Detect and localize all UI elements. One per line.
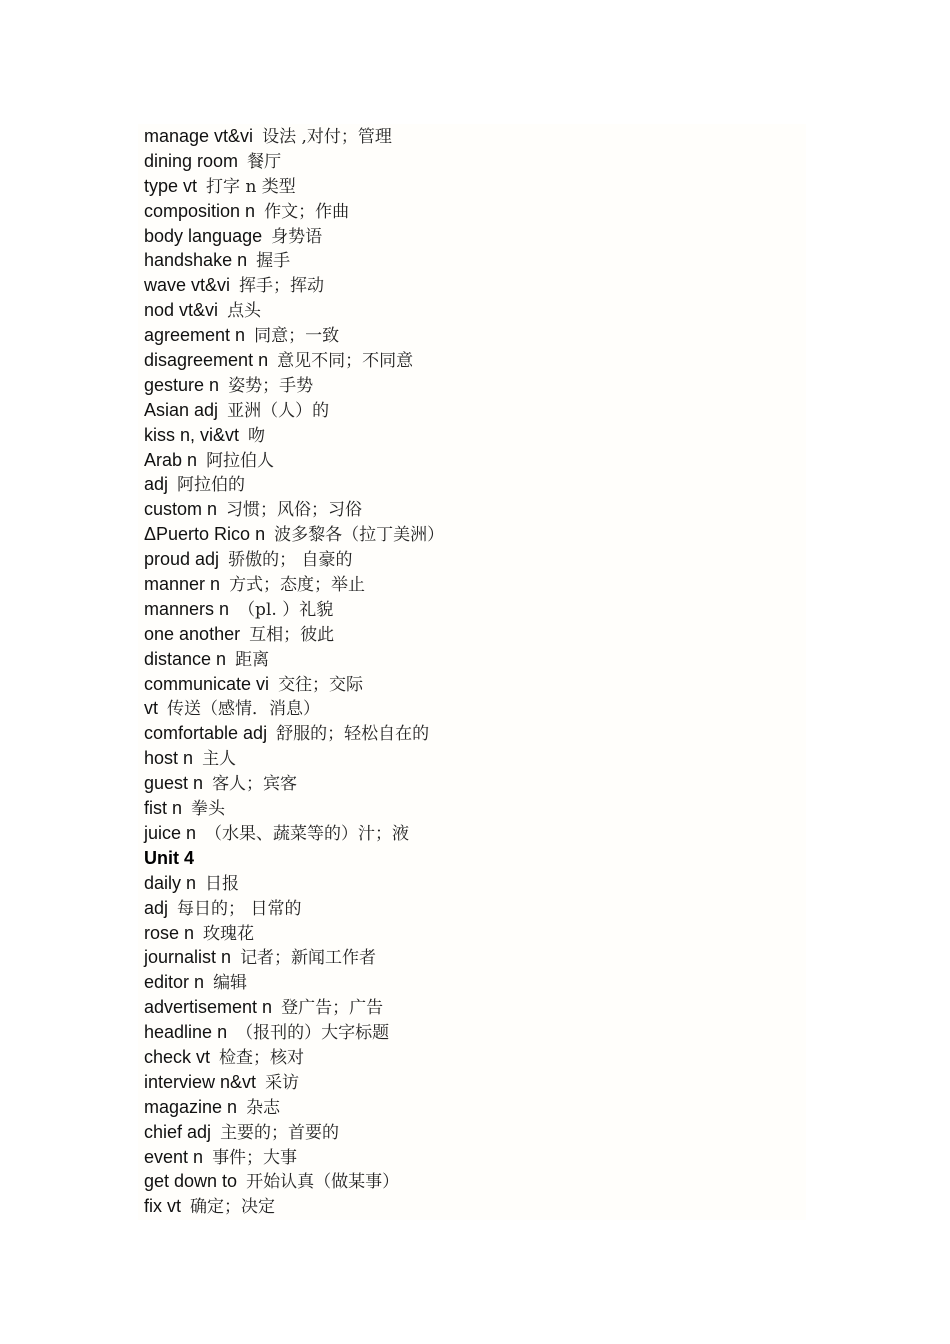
vocab-chinese: 每日的； 日常的 [177,898,302,919]
vocab-english: disagreement n [144,350,269,371]
vocab-row [144,672,794,697]
vocab-row [144,921,794,946]
vocab-chinese: 挥手；挥动 [239,276,325,297]
vocab-chinese: 开始认真（做某事） [246,1172,400,1193]
vocab-row [144,373,794,398]
vocab-english: fist n [144,798,183,819]
vocab-english: agreement n [144,325,246,346]
vocab-english: adj [144,897,169,918]
vocab-english: editor n [144,972,205,993]
vocab-chinese: 打字 n 类型 [206,176,296,197]
vocab-row [144,572,794,597]
vocab-english: advertisement n [144,997,273,1018]
vocab-chinese: 握手 [256,251,291,272]
vocabulary-list [144,124,794,1219]
vocab-chinese: 舒服的；轻松自在的 [276,724,430,745]
vocab-chinese: 点头 [227,301,262,322]
vocab-row [144,945,794,970]
vocab-row [144,298,794,323]
vocab-chinese: 杂志 [246,1097,281,1118]
vocab-english: gesture n [144,374,220,395]
vocab-row [144,149,794,174]
vocab-english: vt [144,698,159,719]
vocab-row [144,273,794,298]
vocab-chinese: 主要的；首要的 [220,1122,340,1143]
vocab-chinese: （报刊的）大字标题 [236,1023,390,1044]
vocab-english: type vt [144,175,198,196]
vocab-chinese: 登广告；广告 [281,998,384,1019]
vocab-chinese: 日报 [205,873,240,894]
vocab-english: check vt [144,1046,211,1067]
vocab-english: headline n [144,1022,228,1043]
vocab-chinese: 身势语 [271,226,323,247]
vocab-row [144,1020,794,1045]
vocab-english: host n [144,748,194,769]
vocab-chinese: 阿拉伯的 [177,475,246,496]
vocab-chinese: 阿拉伯人 [206,450,275,471]
vocab-row [144,547,794,572]
vocab-row [144,1045,794,1070]
vocab-row [144,174,794,199]
vocab-english: daily n [144,872,197,893]
vocab-chinese: 同意；一致 [254,326,340,347]
vocab-english: proud adj [144,549,220,570]
vocab-english: comfortable adj [144,723,268,744]
vocab-english: composition n [144,200,256,221]
vocab-row [144,398,794,423]
vocab-english: distance n [144,648,227,669]
vocab-chinese: 意见不同；不同意 [277,351,414,372]
vocab-row [144,1120,794,1145]
vocab-chinese: 波多黎各（拉丁美洲） [274,525,445,546]
vocab-row [144,522,794,547]
vocab-english: guest n [144,773,204,794]
vocab-row [144,896,794,921]
vocab-english: kiss n, vi&vt [144,424,240,445]
vocab-row [144,622,794,647]
vocab-english: juice n [144,822,197,843]
vocab-chinese: 交往；交际 [278,674,364,695]
vocab-chinese: 事件；大事 [212,1147,298,1168]
vocab-row [144,1169,794,1194]
vocab-chinese: 记者；新闻工作者 [240,948,377,969]
vocab-english: communicate vi [144,673,270,694]
vocab-row [144,423,794,448]
vocab-row [144,970,794,995]
vocab-english: dining room [144,150,239,171]
vocab-row [144,597,794,622]
vocab-english: adj [144,474,169,495]
vocab-row [144,647,794,672]
vocab-row [144,1070,794,1095]
vocab-chinese: 检查；核对 [219,1047,305,1068]
vocab-chinese: 设法 ,对付；管理 [262,127,392,147]
vocab-english: event n [144,1146,204,1167]
vocab-row [144,199,794,224]
vocab-chinese: 拳头 [191,799,226,820]
vocab-english: manners n [144,598,230,619]
vocab-chinese: 作文；作曲 [264,201,350,222]
vocab-english: magazine n [144,1096,238,1117]
vocab-row [144,1145,794,1170]
vocab-row [144,124,794,149]
vocab-english: chief adj [144,1121,212,1142]
vocab-english: manage vt&vi [144,126,254,146]
vocab-english: journalist n [144,947,232,968]
vocab-row [144,721,794,746]
vocab-english: fix vt [144,1196,182,1217]
vocab-chinese: 确定；决定 [190,1197,276,1218]
vocab-chinese: 玫瑰花 [203,923,255,944]
vocab-row [144,821,794,846]
vocab-chinese: 客人；宾客 [212,774,298,795]
vocab-row [144,497,794,522]
vocab-chinese: 吻 [248,425,266,446]
vocab-row [144,248,794,273]
vocab-row [144,448,794,473]
vocab-row [144,472,794,497]
vocab-english: wave vt&vi [144,275,231,296]
vocab-english: Arab n [144,449,198,470]
vocab-english: get down to [144,1171,238,1192]
vocab-chinese: 主人 [202,749,237,770]
unit-heading: Unit 4 [144,847,195,868]
vocab-english: custom n [144,499,218,520]
vocab-english: one another [144,623,241,644]
vocab-chinese: 餐厅 [247,151,282,172]
vocab-english: ΔPuerto Rico n [144,524,266,545]
vocab-row [144,995,794,1020]
vocab-english: rose n [144,922,195,943]
vocab-english: nod vt&vi [144,300,219,321]
vocab-row [144,1095,794,1120]
vocab-chinese: 姿势；手势 [228,375,314,396]
vocab-chinese: 距离 [235,649,270,670]
vocab-row [144,746,794,771]
vocab-chinese: （pl. ）礼貌 [238,599,334,620]
vocab-row [144,771,794,796]
vocab-row [144,871,794,896]
vocab-row [144,696,794,721]
vocab-chinese: 互相；彼此 [249,624,335,645]
vocab-english: interview n&vt [144,1071,257,1092]
vocab-row [144,323,794,348]
vocab-chinese: 亚洲（人）的 [227,400,330,421]
vocab-chinese: 方式；态度；举止 [229,575,366,596]
vocab-chinese: （水果、蔬菜等的）汁；液 [205,823,410,844]
vocab-english: body language [144,225,263,246]
vocab-row [144,348,794,373]
vocab-english: handshake n [144,250,248,271]
vocab-row [144,1194,794,1219]
vocab-english: Asian adj [144,399,219,420]
unit-heading-row [144,846,794,871]
vocab-chinese: 采访 [265,1072,300,1093]
vocab-chinese: 传送（感情．消息） [167,699,321,720]
vocab-chinese: 习惯；风俗；习俗 [226,500,363,521]
vocab-chinese: 编辑 [213,973,248,994]
vocab-row [144,796,794,821]
vocab-english: manner n [144,574,221,595]
vocab-row [144,224,794,249]
vocab-chinese: 骄傲的； 自豪的 [228,550,353,571]
